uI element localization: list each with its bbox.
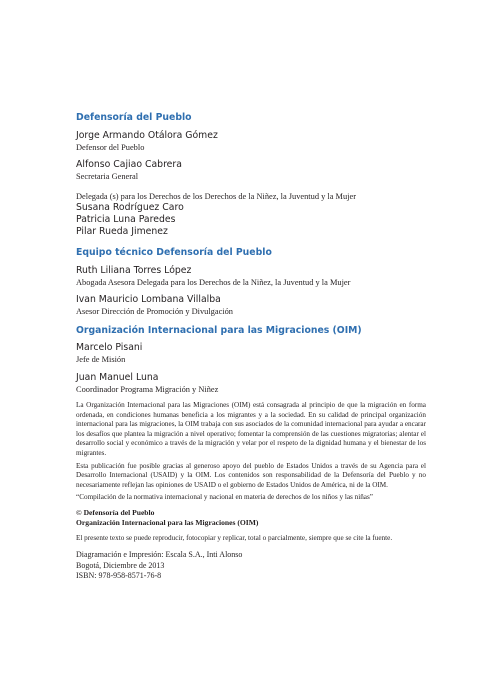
person-block [76, 265, 426, 288]
person-block [76, 159, 426, 182]
person-role: Secretaria General [76, 172, 139, 181]
person-role: Defensor del Pueblo [76, 143, 145, 152]
person-block [76, 130, 426, 153]
imprint-line: Diagramación e Impresión: Escala S.A., Inti Alonso [76, 550, 243, 560]
delegada-role: Delegada (s) para los Derechos de los Derechos de la Niñez, la Juventud y la Mujer [76, 192, 356, 201]
person-block [76, 342, 426, 365]
copyright-line: Organización Internacional para las Migraciones (OIM) [76, 517, 259, 527]
person-name: Jorge Armando Otálora Gómez [76, 130, 218, 141]
person-block [76, 294, 426, 317]
person-name: Ruth Liliana Torres López [76, 265, 192, 276]
person-role: Abogada Asesora Delegada para los Derechos de la Niñez, la Juventud y la Mujer [76, 278, 351, 287]
person-name: Alfonso Cajiao Cabrera [76, 159, 182, 170]
oim-description-paragraph: La Organización Internacional para las Migraciones (OIM) está consagrada al principio de que la migración en forma ordenada, en condiciones humanas beneficia a los migrantes y a la sociedad. En su calidad de principal organización internacional para las migraciones, la OIM trabaja con sus asociados de la comunidad internacional para ayudar a encarar los desafíos que plantea la migración a nivel operativo; fomentar la comprensión de las cuestiones migratorias; alentar el desarrollo social y económico a través de la migración y velar por el respeto de la dignidad humana y el bienestar de los migrantes. [76, 401, 426, 457]
copyright-block [76, 508, 426, 528]
credits-page [76, 111, 426, 582]
delegada-name: Patricia Luna Paredes [76, 214, 176, 225]
person-name: Marcelo Pisani [76, 342, 143, 353]
person-block [76, 372, 426, 395]
publication-title-paragraph: “Compilación de la normativa internacional y nacional en materia de derechos de los niños y las niñas” [76, 493, 373, 502]
defensoria-heading: Defensoría del Pueblo [76, 112, 192, 123]
person-role: Asesor Dirección de Promoción y Divulgación [76, 307, 233, 316]
equipo-heading: Equipo técnico Defensoría del Pueblo [76, 247, 272, 258]
imprint-block [76, 550, 426, 582]
copyright-line: © Defensoría del Pueblo [76, 507, 155, 517]
delegada-name: Susana Rodríguez Caro [76, 202, 184, 213]
reproduction-notice: El presente texto se puede reproducir, fotocopiar y replicar, total o parcialmente, siempre que se cite la fuente. [76, 533, 393, 542]
isbn-line: ISBN: 978-958-8571-76-8 [76, 571, 162, 581]
person-name: Ivan Mauricio Lombana Villalba [76, 294, 221, 305]
person-role: Jefe de Misión [76, 355, 126, 364]
oim-heading: Organización Internacional para las Migraciones (OIM) [76, 325, 362, 336]
person-role: Coordinador Programa Migración y Niñez [76, 385, 219, 394]
usaid-disclaimer-paragraph: Esta publicación fue posible gracias al generoso apoyo del pueblo de Estados Unidos a través de su Agencia para el Desarrollo Internacional (USAID) y la OIM. Los contenidos son responsabilidad de la Defensoría del Pueblo y no necesariamente reflejan las opiniones de USAID o el gobierno de Estados Unidos de América, ni de la OIM. [76, 461, 426, 489]
delegada-block [76, 191, 426, 238]
person-name: Juan Manuel Luna [76, 372, 159, 383]
imprint-line: Bogotá, Diciembre de 2013 [76, 560, 165, 570]
delegada-name: Pilar Rueda Jimenez [76, 226, 168, 237]
